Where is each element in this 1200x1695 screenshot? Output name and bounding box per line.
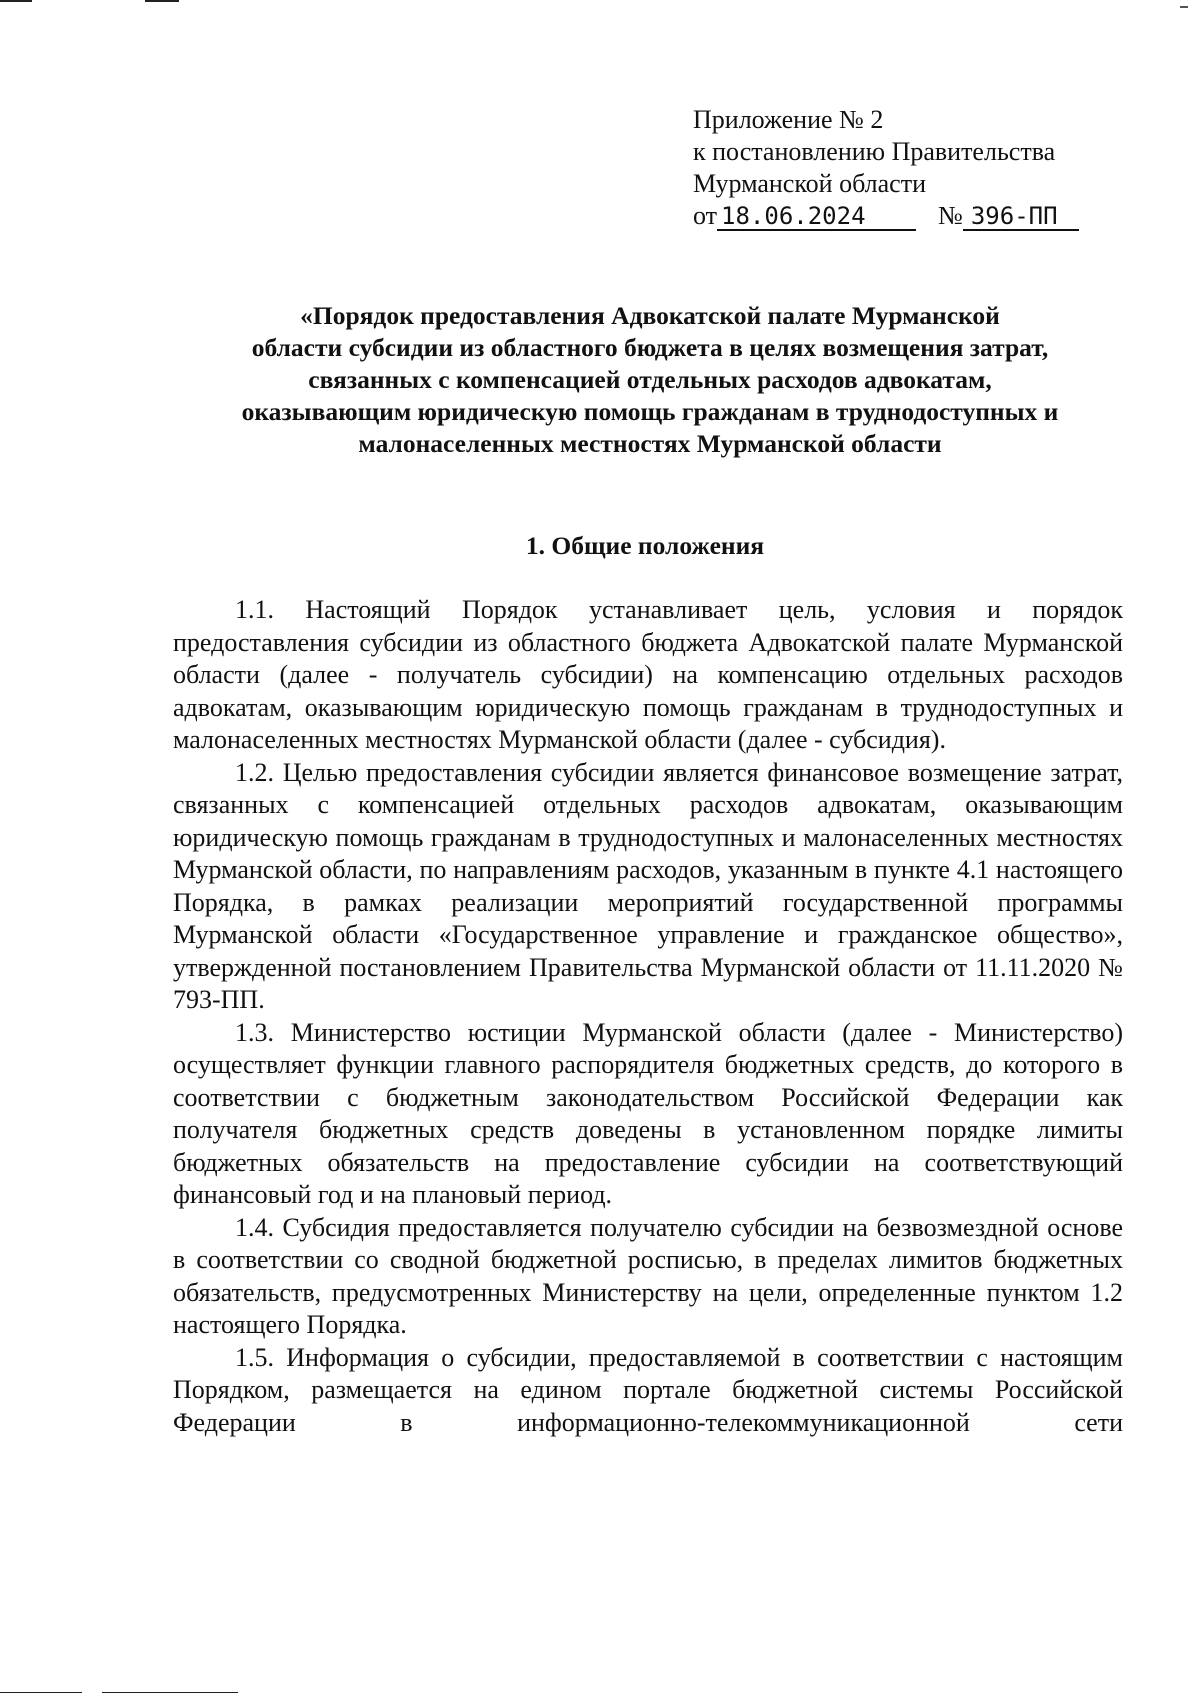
scan-edge-mark-top-left xyxy=(0,0,32,2)
appendix-block xyxy=(693,104,1113,232)
scan-edge-mark-bottom-left xyxy=(0,1692,82,1693)
scan-edge-mark-bottom xyxy=(102,1692,238,1693)
scan-edge-mark-top xyxy=(145,0,179,2)
appendix-date-row xyxy=(693,200,1113,232)
paragraph-1-3: 1.3. Министерство юстиции Мурманской области (далее - Министерство) осуществляет функции главного распорядителя бюджетных средств, до которого в соответствии с бюджетным законодательством Российской Федерации как получателя бюджетных средств доведены в установленном порядке лимиты бюджетных обязательств на предоставление субсидии на соответствующий финансовый год и на плановый период. xyxy=(173,1017,1123,1209)
scan-edge-mark-top-right xyxy=(1180,6,1188,8)
paragraph-1-5: 1.5. Информация о субсидии, предоставляемой в соответствии с настоящим Порядком, размещается на едином портале бюджетной системы Российской Федерации в информационно-телекоммуникационной сети xyxy=(173,1342,1123,1437)
title-line: «Порядок предоставления Адвокатской палате Мурманской xyxy=(300,301,1000,330)
paragraph-1-4: 1.4. Субсидия предоставляется получателю субсидии на безвозмездной основе в соответствии со сводной бюджетной росписью, в пределах лимитов бюджетных обязательств, предусмотренных Министерству на цели, определенные пунктом 1.2 настоящего Порядка. xyxy=(173,1212,1123,1339)
date-prefix: от xyxy=(693,201,718,230)
paragraph-1-2: 1.2. Целью предоставления субсидии является финансовое возмещение затрат, связанных с компенсацией отдельных расходов адвокатам, оказывающим юридическую помощь гражданам в труднодоступных и малонаселенных местностях Мурманской области, по направлениям расходов, указанным в пункте 4.1 настоящего Порядка, в рамках реализации мероприятий государственной программы Мурманской области «Государственное управление и гражданское общество», утвержденной постановлением Правительства Мурманской области от 11.11.2020 № 793-ПП. xyxy=(173,757,1123,1014)
number-sign: № xyxy=(938,201,963,230)
paragraph-1-1: 1.1. Настоящий Порядок устанавливает цель, условия и порядок предоставления субсидии из областного бюджета Адвокатской палате Мурманской области (далее - получатель субсидии) на компенсацию отдельных расходов адвокатам, оказывающим юридическую помощь гражданам в труднодоступных и малонаселенных местностях Мурманской области (далее - субсидия). xyxy=(173,595,1123,754)
section-heading: 1. Общие положения xyxy=(525,531,765,560)
title-line: оказывающим юридическую помощь гражданам в труднодоступных и xyxy=(241,397,1059,426)
title-line: малонаселенных местностях Мурманской области xyxy=(358,429,942,458)
document-title xyxy=(180,300,1120,460)
appendix-line-3: Мурманской области xyxy=(693,169,926,198)
title-line: области субсидии из областного бюджета в целях возмещения затрат, xyxy=(251,333,1049,362)
section-body xyxy=(173,594,1123,1439)
appendix-line-1: Приложение № 2 xyxy=(693,105,884,134)
document-number-field: 396-ПП xyxy=(963,203,1079,231)
date-field: 18.06.2024 xyxy=(717,203,916,231)
appendix-line-2: к постановлению Правительства xyxy=(693,137,1056,166)
title-line: связанных с компенсацией отдельных расходов адвокатам, xyxy=(308,365,992,394)
